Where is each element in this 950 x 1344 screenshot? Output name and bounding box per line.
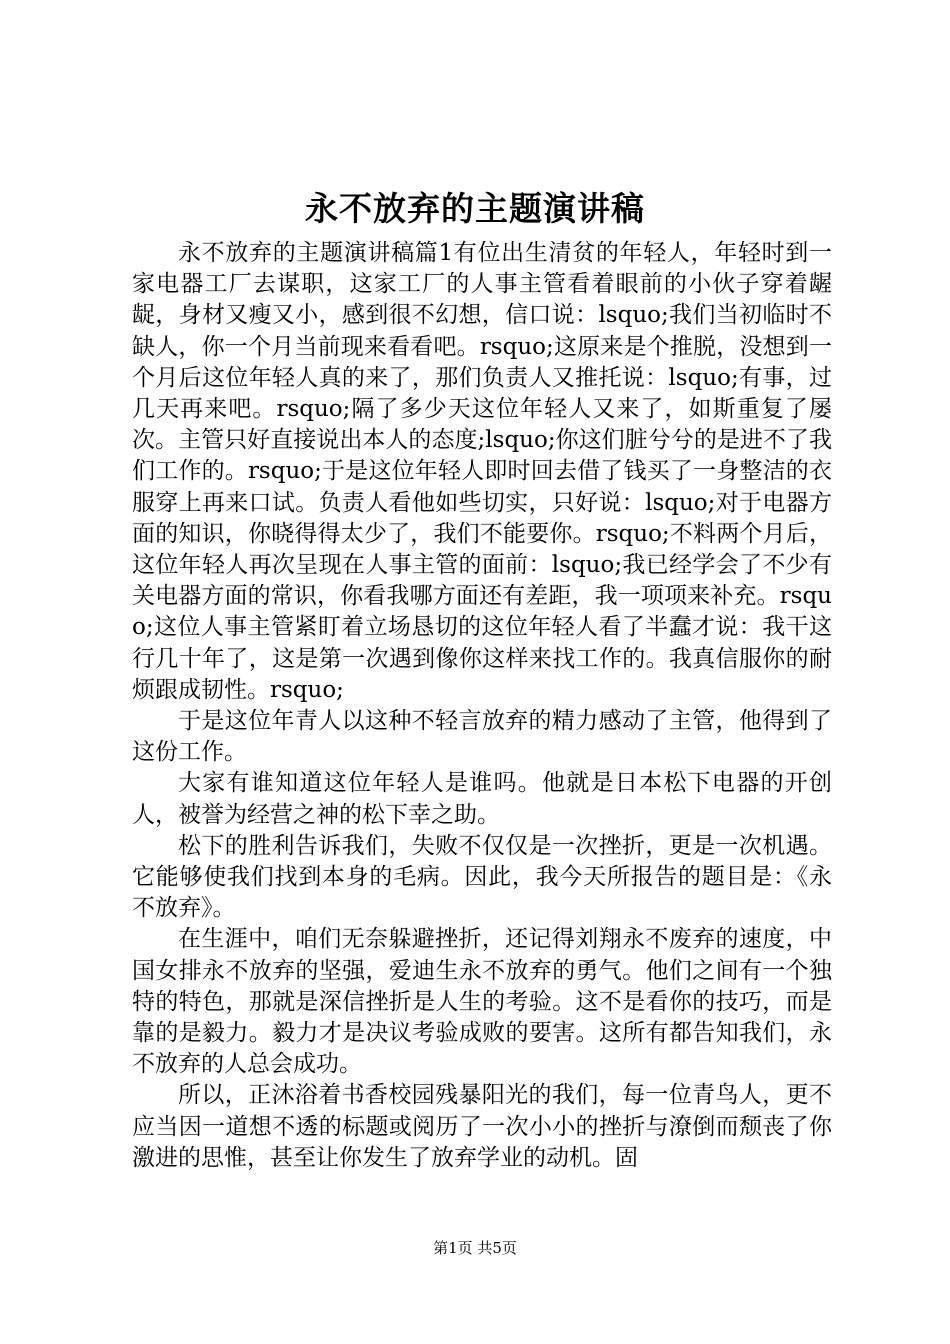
paragraph: 于是这位年青人以这种不轻言放弃的精力感动了主管，他得到了这份工作。 bbox=[132, 708, 832, 766]
document-body bbox=[132, 238, 832, 1174]
page-title: 永不放弃的主题演讲稿 bbox=[305, 189, 645, 228]
paragraph: 在生涯中，咱们无奈躲避挫折，还记得刘翔永不废弃的速度，中国女排永不放弃的坚强，爱迪生永不放弃的勇气。他们之间有一个独特的特色，那就是深信挫折是人生的考验。这不是看你的技巧，而是靠的是毅力。毅力才是决议考验成败的要害。这所有都告知我们，永不放弃的人总会成功。 bbox=[132, 926, 832, 1078]
paragraph: 大家有谁知道这位年轻人是谁吗。他就是日本松下电器的开创人，被誉为经营之神的松下幸之助。 bbox=[132, 770, 832, 828]
paragraph: 松下的胜利告诉我们，失败不仅仅是一次挫折，更是一次机遇。它能够使我们找到本身的毛病。因此，我今天所报告的题目是：《永不放弃》。 bbox=[132, 832, 832, 922]
page-footer: 第1页 共5页 bbox=[433, 1239, 517, 1257]
paragraph: 所以，正沐浴着书香校园残暴阳光的我们，每一位青鸟人，更不应当因一道想不透的标题或阅历了一次小小的挫折与潦倒而颓丧了你激进的思惟，甚至让你发生了放弃学业的动机。固 bbox=[132, 1082, 832, 1171]
paragraph: 永不放弃的主题演讲稿篇1有位出生清贫的年轻人，年轻时到一家电器工厂去谋职，这家工厂的人事主管看着眼前的小伙子穿着龌龊，身材又瘦又小，感到很不幻想，信口说：lsquo;我们当初临时不缺人，你一个月当前现来看看吧。rsquo;这原来是个推脱，没想到一个月后这位年轻人真的来了，那们负责人又推托说：lsquo;有事，过几天再来吧。rsquo;隔了多少天这位年轻人又来了，如斯重复了屡次。主管只好直接说出本人的态度;lsquo;你这们脏兮兮的是进不了我们工作的。rsquo;于是这位年轻人即时回去借了钱买了一身整洁的衣服穿上再来口试。负责人看他如些切实，只好说：lsquo;对于电器方面的知识，你晓得得太少了，我们不能要你。rsquo;不料两个月后，这位年轻人再次呈现在人事主管的面前：lsquo;我已经学会了不少有关电器方面的常识，你看我哪方面还有差距，我一项项来补充。rsquo;这位人事主管紧盯着立场恳切的这位年轻人看了半蠢才说：我干这行几十年了，这是第一次遇到像你这样来找工作的。我真信服你的耐烦跟成韧性。rsquo; bbox=[132, 240, 832, 703]
